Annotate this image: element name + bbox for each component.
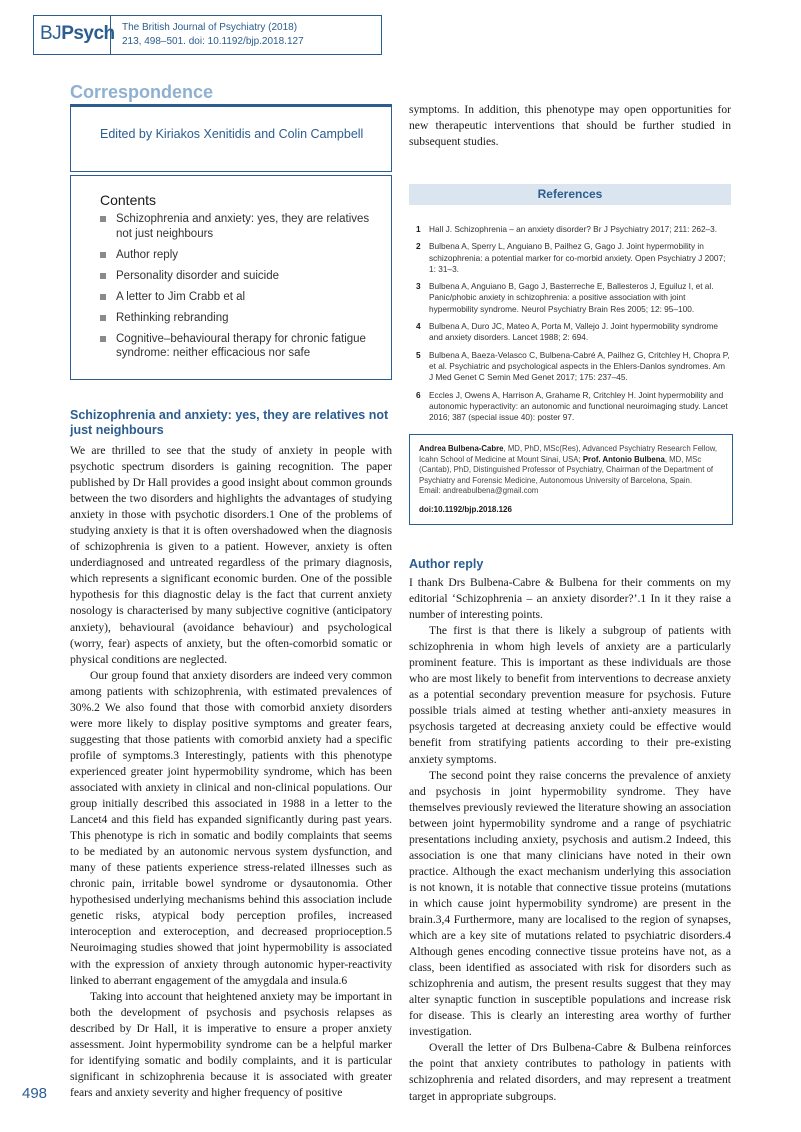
bullet-icon: [100, 294, 106, 300]
paragraph: I thank Drs Bulbena-Cabre & Bulbena for their comments on my editorial ‘Schizophrenia – an anxiety disorder?’.1 In it they raise a number of interesting points.: [409, 576, 731, 622]
bullet-icon: [100, 315, 106, 321]
editors-box: [70, 107, 392, 172]
author-info-box: [409, 434, 733, 525]
contents-title: Contents: [100, 192, 157, 208]
contents-item[interactable]: A letter to Jim Crabb et al: [100, 290, 370, 305]
section-title: Correspondence: [70, 82, 214, 102]
reference-item: 6 Eccles J, Owens A, Harrison A, Grahame R, Critchley H. Joint hypermobility and autonomic hyperactivity: an autonomic and functional neuroimaging study. Lancet 2016; 387 (special issue 40): poster 97.: [416, 389, 728, 423]
contents-item[interactable]: Schizophrenia and anxiety: yes, they are relatives not just neighbours: [100, 212, 370, 241]
references-title: References: [537, 187, 603, 201]
contents-box: [70, 175, 392, 380]
reference-item: 4 Bulbena A, Duro JC, Mateo A, Porta M, Vallejo J. Joint hypermobility syndrome and anxiety disorders. Lancet 1988; 2: 694.: [416, 321, 718, 343]
journal-name: The British Journal of Psychiatry (2018): [122, 22, 298, 33]
contents-item[interactable]: Personality disorder and suicide: [100, 269, 370, 284]
paragraph: symptoms. In addition, this phenotype may open opportunities for new therapeutic interventions that should be further studied in subsequent studies.: [409, 103, 731, 149]
bjpsych-logo: BJPsych: [40, 23, 115, 44]
journal-citation: 213, 498–501. doi: 10.1192/bjp.2018.127: [122, 36, 304, 47]
bullet-icon: [100, 273, 106, 279]
reference-item: 2 Bulbena A, Sperry L, Anguiano B, Pailhez G, Gago J. Joint hypermobility in schizophrenia: a potential marker for co-morbid anxiety. Open Psychiatry J 2007; 1: 31–3.: [416, 241, 726, 274]
article-title: Schizophrenia and anxiety: yes, they are relatives not just neighbours: [70, 408, 389, 437]
bullet-icon: [100, 336, 106, 342]
paragraph: We are thrilled to see that the study of anxiety in people with psychotic spectrum disorders is gaining recognition. The paper published by Dr Hall provides a good insight about common grounds between the two disorders and highlights the advantages of studying anxiety in those with psychotic disorders.1 One of the problems of studying anxiety is that it is often overshadowed when the diagnosis of schizophrenia is given to a patient. However, anxiety is often underdiagnosed and untreated regardless of the primary diagnosis, which represents a significant economic burden. One of the possible hypothesis for this diagnostic delay is the fact that current anxiety nosology is characterised by many subjective cognitive (anticipatory anxiety), behavioural (avoidance behaviour) and psychological (worry, fear) aspects of anxiety, but the often-comorbid somatic or physical conditions are neglected.: [70, 444, 392, 666]
paragraph: The first is that there is likely a subgroup of patients with schizophrenia in whom high levels of anxiety are a particularly prominent feature. This is important as these individuals are those who are most likely to benefit from interventions to decrease anxiety as a potential secondary prevention measure for psychosis. Future possible trials aimed at testing whether anti-anxiety measures in psychosis targeted at decreasing anxiety could be effective would benefit from stratifying patients according to their pre-existing anxiety symptoms.: [409, 624, 731, 766]
doi-link[interactable]: doi:10.1192/bjp.2018.126: [419, 505, 512, 514]
paragraph: The second point they raise concerns the prevalence of anxiety and psychosis in joint hypermobility syndrome. They have themselves previously reviewed the literature showing an association between joint hypermobility syndrome and a range of psychiatric presentations including anxiety, psychosis and autism.2 Indeed, this association is one that many clinicians have noted in their own practice. Although the exact mechanism underlying this association is not known, it is notable that connective tissue proteins (mutations in which cause joint hypermobility syndrome) are present in the brain.3,4 Furthermore, many are localised to the region of synapses, which are a key site of mutations related to psychiatric disorders.4 Although genes encoding connective tissue proteins have not, as a class, been identified as associated with risk for disorders such as schizophrenia and autism, the present results suggest that they may alter synaptic function in susceptible populations and increase risk for disease. This is clearly an interesting area worthy of further investigation.: [409, 768, 731, 1039]
article-title: Author reply: [409, 557, 484, 571]
paragraph: Our group found that anxiety disorders are indeed very common among patients with schizophrenia, with estimated prevalences of 30%.2 We also found that those with comorbid anxiety disorders were more likely to display positive symptoms and greater fears, suggesting that those patients with comorbid anxiety had a specific profile of symptoms.3 Interestingly, patients with this phenotype experienced greater joint hypermobility syndrome, which has been associated with anxiety in clinical and non-clinical populations. Our group initially described this associated in 1988 in a letter to the Lancet4 and this field has expanded significantly during past years. This phenotype is rich in somatic and bodily complaints that seems to be mediated by an autonomic nervous system dysfunction, and many of these patients experience stress-related illnesses such as chronic pain, irritable bowel syndrome or dysautonomia. Other hypothesised underlying mechanisms behind this association include genetic risks, atypical body perception profiles, increased interoception and exteroception, and decreased proprioception.5 Neuroimaging studies showed that joint hypermobility is associated with the expression of anxiety through autonomic hyper-reactivity linked to aberrant engagement of the amygdala and insula.6: [70, 668, 392, 987]
article-body: [409, 575, 731, 1105]
article-continuation: [409, 102, 731, 150]
contents-item[interactable]: Cognitive–behavioural therapy for chronic fatigue syndrome: neither efficacious nor safe: [100, 332, 370, 361]
journal-header: [33, 15, 382, 55]
logo-cell: [34, 16, 115, 54]
contents-item[interactable]: Rethinking rebranding: [100, 311, 370, 326]
reference-list: [416, 224, 731, 429]
paragraph: Taking into account that heightened anxiety may be important in both the development of psychosis and psychosis relapses as described by Dr Hall, it is imperative to ensure a proper anxiety assessment. Joint hypermobility syndrome can be a helpful marker for identifying somatic and bodily complaints, and it is particular significant in schizophrenia because it is associated with greater fears and anxiety severity and higher frequency of positive: [70, 989, 392, 1099]
article-body: [70, 443, 392, 1101]
page-number: 498: [22, 1085, 48, 1102]
author-name: Prof. Antonio Bulbena: [582, 454, 665, 464]
author-affiliations: Andrea Bulbena-Cabre, MD, PhD, MSc(Res), Advanced Psychiatry Research Fellow, Icahn School of Medicine at Mount Sinai, USA; Prof. Antonio Bulbena, MD, MSc (Cantab), PhD, Distinguished Professor of Psychiatry, Chairman of the Department of Psychiatry and Forensic Medicine, Autonomous University of Barcelona, Spain. Email: andreabulbena@gmail.com: [419, 444, 718, 495]
bullet-icon: [100, 216, 106, 222]
reference-item: 5 Bulbena A, Baeza-Velasco C, Bulbena-Cabré A, Pailhez G, Critchley H, Chopra P, et al. Psychiatric and psychological aspects in the Ehlers-Danlos syndromes. Am J Med Genet C Semin Med Genet 2017; 175: 237–45.: [416, 349, 730, 383]
reference-item: 3 Bulbena A, Anguiano B, Gago J, Basterreche E, Ballesteros J, Eguiluz I, et al. Panic/phobic anxiety in schizophrenia: a positive association with joint hypermobility syndrome. Neurol Psychiatry Brain Res 2005; 12: 95–100.: [416, 281, 714, 314]
reference-item: 1 Hall J. Schizophrenia – an anxiety disorder? Br J Psychiatry 2017; 211: 262–3.: [416, 224, 718, 234]
contents-item[interactable]: Author reply: [100, 248, 370, 263]
author-email[interactable]: Email: andreabulbena@gmail.com: [419, 486, 539, 495]
contents-list: [100, 212, 370, 367]
editors-line: Edited by Kiriakos Xenitidis and Colin Campbell: [100, 127, 364, 141]
author-name: Andrea Bulbena-Cabre: [419, 444, 504, 453]
bullet-icon: [100, 252, 106, 258]
references-header: [409, 184, 731, 205]
paragraph: Overall the letter of Drs Bulbena-Cabre & Bulbena reinforces the point that anxiety contributes to pathology in patients with schizophrenia and related disorders, and may represent a treatment target in appropriate subgroups.: [409, 1041, 731, 1103]
journal-info: [122, 21, 304, 49]
